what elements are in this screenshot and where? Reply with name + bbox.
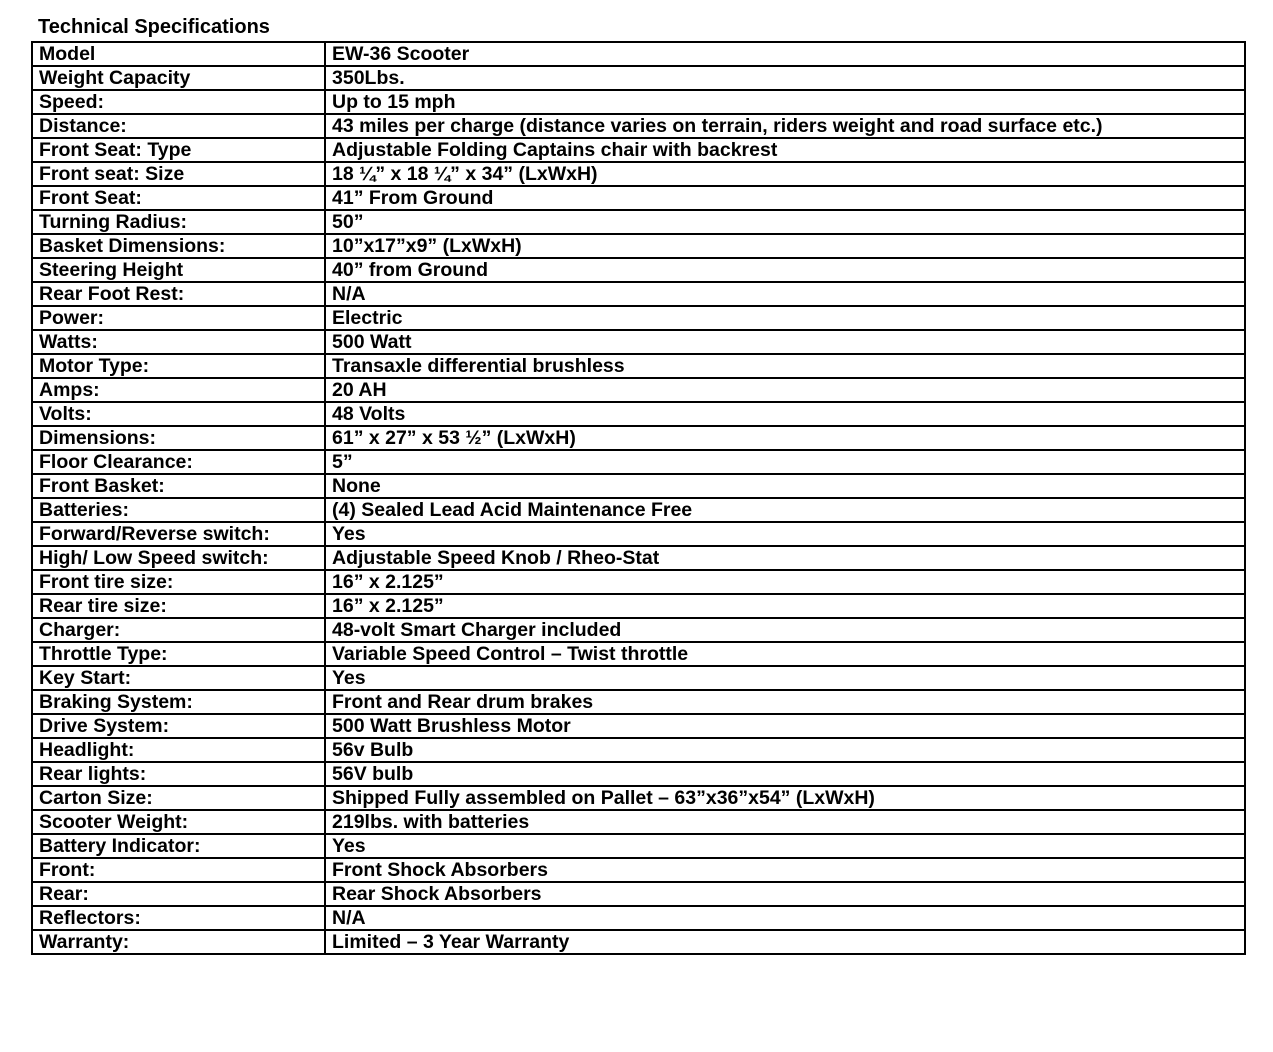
spec-table-body (32, 42, 1245, 954)
table-row (32, 618, 1245, 642)
spec-label: Floor Clearance: (32, 450, 325, 474)
spec-label: Carton Size: (32, 786, 325, 810)
table-row (32, 402, 1245, 426)
table-row (32, 186, 1245, 210)
spec-value: Variable Speed Control – Twist throttle (325, 642, 1245, 666)
spec-label: Scooter Weight: (32, 810, 325, 834)
table-row (32, 450, 1245, 474)
table-row (32, 810, 1245, 834)
spec-label: Basket Dimensions: (32, 234, 325, 258)
spec-value: 56V bulb (325, 762, 1245, 786)
spec-label: Drive System: (32, 714, 325, 738)
spec-label: Warranty: (32, 930, 325, 954)
table-row (32, 690, 1245, 714)
spec-value: Limited – 3 Year Warranty (325, 930, 1245, 954)
spec-label: Front: (32, 858, 325, 882)
spec-label: Braking System: (32, 690, 325, 714)
table-row (32, 426, 1245, 450)
spec-value: 41” From Ground (325, 186, 1245, 210)
spec-label: Motor Type: (32, 354, 325, 378)
table-row (32, 834, 1245, 858)
table-row (32, 858, 1245, 882)
spec-label: Forward/Reverse switch: (32, 522, 325, 546)
table-row (32, 666, 1245, 690)
spec-value: Yes (325, 522, 1245, 546)
spec-value: N/A (325, 906, 1245, 930)
spec-value: 61” x 27” x 53 ½” (LxWxH) (325, 426, 1245, 450)
spec-value: 43 miles per charge (distance varies on terrain, riders weight and road surface etc.) (325, 114, 1245, 138)
spec-label: Rear Foot Rest: (32, 282, 325, 306)
spec-label: Rear: (32, 882, 325, 906)
spec-value: None (325, 474, 1245, 498)
spec-label: Watts: (32, 330, 325, 354)
table-row (32, 930, 1245, 954)
spec-value: 18 ¼” x 18 ¼” x 34” (LxWxH) (325, 162, 1245, 186)
spec-label: Weight Capacity (32, 66, 325, 90)
table-row (32, 738, 1245, 762)
table-row (32, 42, 1245, 66)
spec-label: Front Seat: Type (32, 138, 325, 162)
spec-label: Front tire size: (32, 570, 325, 594)
table-row (32, 282, 1245, 306)
table-row (32, 162, 1245, 186)
spec-label: Volts: (32, 402, 325, 426)
spec-label: Turning Radius: (32, 210, 325, 234)
spec-value: 219lbs. with batteries (325, 810, 1245, 834)
spec-value: Adjustable Speed Knob / Rheo-Stat (325, 546, 1245, 570)
table-row (32, 546, 1245, 570)
spec-label: Front Seat: (32, 186, 325, 210)
spec-value: Adjustable Folding Captains chair with backrest (325, 138, 1245, 162)
table-row (32, 234, 1245, 258)
table-row (32, 378, 1245, 402)
spec-label: Battery Indicator: (32, 834, 325, 858)
spec-value: 500 Watt Brushless Motor (325, 714, 1245, 738)
spec-label: Batteries: (32, 498, 325, 522)
spec-value: Up to 15 mph (325, 90, 1245, 114)
spec-label: Front seat: Size (32, 162, 325, 186)
table-row (32, 474, 1245, 498)
spec-value: Front Shock Absorbers (325, 858, 1245, 882)
table-row (32, 114, 1245, 138)
spec-value: 500 Watt (325, 330, 1245, 354)
spec-label: Power: (32, 306, 325, 330)
table-row (32, 330, 1245, 354)
spec-value: Transaxle differential brushless (325, 354, 1245, 378)
spec-label: Throttle Type: (32, 642, 325, 666)
table-row (32, 258, 1245, 282)
table-row (32, 522, 1245, 546)
spec-value: 48 Volts (325, 402, 1245, 426)
spec-label: Rear lights: (32, 762, 325, 786)
spec-value: 48-volt Smart Charger included (325, 618, 1245, 642)
spec-label: Dimensions: (32, 426, 325, 450)
spec-value: EW-36 Scooter (325, 42, 1245, 66)
spec-label: Front Basket: (32, 474, 325, 498)
spec-value: 5” (325, 450, 1245, 474)
spec-label: Reflectors: (32, 906, 325, 930)
spec-value: 56v Bulb (325, 738, 1245, 762)
spec-value: Rear Shock Absorbers (325, 882, 1245, 906)
spec-value: 350Lbs. (325, 66, 1245, 90)
spec-label: Speed: (32, 90, 325, 114)
spec-value: Front and Rear drum brakes (325, 690, 1245, 714)
table-row (32, 138, 1245, 162)
spec-label: Model (32, 42, 325, 66)
table-row (32, 66, 1245, 90)
table-row (32, 570, 1245, 594)
table-row (32, 882, 1245, 906)
spec-label: Amps: (32, 378, 325, 402)
page-title: Technical Specifications (38, 16, 270, 38)
table-row (32, 642, 1245, 666)
spec-value: 10”x17”x9” (LxWxH) (325, 234, 1245, 258)
table-row (32, 594, 1245, 618)
table-row (32, 498, 1245, 522)
spec-label: Distance: (32, 114, 325, 138)
spec-label: Steering Height (32, 258, 325, 282)
table-row (32, 906, 1245, 930)
spec-value: 16” x 2.125” (325, 570, 1245, 594)
spec-value: Shipped Fully assembled on Pallet – 63”x36”x54” (LxWxH) (325, 786, 1245, 810)
spec-value: Yes (325, 666, 1245, 690)
spec-label: Key Start: (32, 666, 325, 690)
table-row (32, 354, 1245, 378)
spec-value: (4) Sealed Lead Acid Maintenance Free (325, 498, 1245, 522)
table-row (32, 306, 1245, 330)
spec-table (31, 41, 1246, 955)
table-row (32, 714, 1245, 738)
spec-value: 20 AH (325, 378, 1245, 402)
spec-value: 50” (325, 210, 1245, 234)
spec-value: Yes (325, 834, 1245, 858)
spec-label: High/ Low Speed switch: (32, 546, 325, 570)
table-row (32, 786, 1245, 810)
table-row (32, 762, 1245, 786)
spec-value: 16” x 2.125” (325, 594, 1245, 618)
spec-value: N/A (325, 282, 1245, 306)
spec-label: Charger: (32, 618, 325, 642)
table-row (32, 90, 1245, 114)
spec-label: Headlight: (32, 738, 325, 762)
spec-value: 40” from Ground (325, 258, 1245, 282)
table-row (32, 210, 1245, 234)
spec-label: Rear tire size: (32, 594, 325, 618)
spec-value: Electric (325, 306, 1245, 330)
